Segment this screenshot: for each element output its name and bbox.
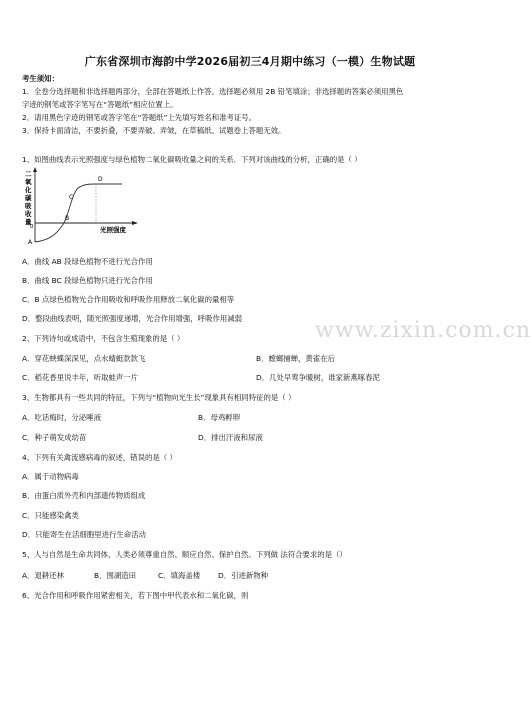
y-axis-label-char: 吸 [25,202,32,210]
question-2-option: D．几处早莺争暖树，谁家新燕啄春泥 [256,373,380,382]
question-4-option: B．由蛋白质外壳和内部遗传物质组成 [22,491,146,500]
point-label-a: A [28,239,33,246]
page-title: 广东省深圳市海韵中学2026届初三4月期中练习（一模）生物试题 [84,55,416,68]
origin-label: 0 [30,224,34,230]
x-axis-arrow-icon [132,221,138,225]
question-5-option: B．围湖造田 [94,571,137,580]
notice-line: 字迹的钢笔或答字笔写在“答题纸”相应位置上。 [22,100,178,109]
point-label-b: B [65,215,70,222]
question-2-stem: 2、下列诗句或成语中，不包含生殖现象的是（ ） [22,334,185,343]
y-axis-label-char: 氧 [25,178,32,186]
question-1-stem: 1、如图曲线表示光照强度与绿色植物二氧化碳吸收量之间的关系．下列对该曲线的分析，正确的是（ ） [22,155,362,164]
question-1-option: A．曲线 AB 段绿色植物不进行光合作用 [22,257,153,266]
question-4-stem: 4、下列有关禽流感病毒的叙述，错误的是（ ） [22,453,177,462]
question-5-option: D．引进新物种 [218,571,269,580]
question-4-option: A．属于动物病毒 [22,472,79,481]
question-5-option: C．填海盖楼 [158,571,201,580]
question-3-option: D．排出汗液和尿液 [198,433,263,442]
question-1-option: C．B 点绿色植物光合作用吸收和呼吸作用释放二氧化碳的量相等 [22,295,235,304]
question-4-option: D．只能寄生在活细胞里进行生命活动 [22,530,146,539]
notice-line: 2．请用黑色字迹的钢笔或答字笔在“答题纸”上先填写姓名和准考证号。 [22,113,257,122]
question-3-stem: 3、生物都具有一些共同的特征，下列与“植物向光生长”现象具有相同特征的是（ ） [22,393,296,402]
question-1-option: B．曲线 BC 段绿色植物只进行光合作用 [22,276,153,285]
point-label-d: D [98,176,103,183]
notice-line: 1．全卷分选择题和非选择题两部分，全部在答题纸上作答。选择题必须用 2B 铅笔填涂；非选择题的答案必须用黑色 [22,87,404,96]
question-5-option: A．退耕还林 [22,571,65,580]
question-2-option: A．穿花蛱蝶深深见，点水蜻蜓款款飞 [22,354,146,363]
question-1-option: D．整段曲线表明，随光照强度递增，光合作用增强，呼吸作用减弱 [22,314,243,323]
y-axis-label-char: 二 [25,170,32,178]
x-axis-label: 光照强度 [100,226,126,234]
notice-heading: 考生须知： [22,74,59,83]
question-6-stem: 6、光合作用和呼吸作用紧密相关，若下图中甲代表水和二氧化碳，则 [22,591,249,600]
notice-line: 3．保持卡面清洁，不要折叠，不要弄破、弄皱，在草稿纸、试题卷上答题无效。 [22,126,286,135]
question-2-option: C．稻花香里说丰年，听取蛙声一片 [22,373,139,382]
point-label-c: C [69,194,74,201]
question-5-stem: 5、人与自然是生命共同体，人类必须尊重自然、顺应自然、保护自然。下列做 法符合要求的是（） [22,550,347,559]
light-co2-graph [22,166,140,246]
y-axis-label-char: 碳 [25,194,32,202]
y-axis-label-char: 量 [25,218,32,226]
question-3-option: A．吃话梅时，分泌唾液 [22,413,101,422]
y-axis-label-char: 化 [25,186,32,194]
watermark: www.zixin.com.cn [315,318,531,343]
question-3-option: B．母鸡孵卵 [198,413,241,422]
question-2-option: B．螳螂捕蝉，黄雀在后 [256,354,335,363]
question-4-option: C．只能感染禽类 [22,511,79,520]
y-axis-label-char: 收 [25,210,32,218]
question-3-option: C．种子萌发成幼苗 [22,433,87,442]
y-axis-arrow-icon [33,167,37,172]
